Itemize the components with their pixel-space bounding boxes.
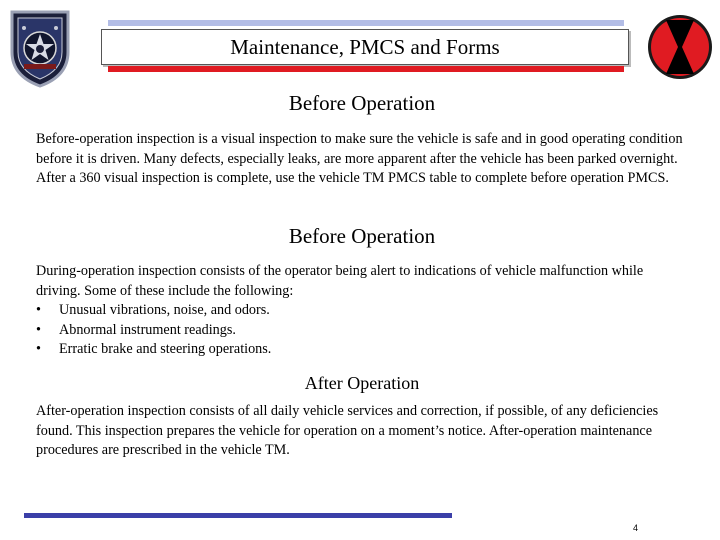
section-body: Before-operation inspection is a visual inspection to make sure the vehicle is safe and in good operating condition before it is driven. Many defects, especially leaks, are more apparent after the vehicle has been parked overnight. After a 360 visual inspection is complete, use the vehicle TM PMCS table to complete before operation PMCS. [36, 131, 683, 186]
military-unit-emblem-icon [4, 6, 76, 90]
list-item-text: Abnormal instrument readings. [59, 321, 236, 338]
list-item: • Erratic brake and steering operations. [36, 341, 272, 357]
page-title [101, 29, 629, 65]
section-body [36, 262, 684, 360]
section-heading: Before Operation [288, 224, 436, 248]
section-heading: After Operation [304, 373, 420, 393]
page-title-text: Maintenance, PMCS and Forms [230, 34, 500, 59]
section-body: After-operation inspection consists of all daily vehicle services and correction, if possible, of any deficiencies found. This inspection prepares the vehicle for operation on a moment’s notice. After-operation maintenance procedures are prescribed in the vehicle TM. [36, 403, 659, 458]
list-item: • Unusual vibrations, noise, and odors. [36, 302, 270, 318]
list-item: • Abnormal instrument readings. [36, 321, 236, 338]
list-item-text: Unusual vibrations, noise, and odors. [59, 302, 270, 318]
page-number: 4 [633, 523, 639, 533]
section-intro-text: During-operation inspection consists of the operator being alert to indications of vehicle malfunction while driving. Some of these include the following: [36, 263, 644, 299]
footer-bar [24, 513, 452, 518]
section-heading: Before Operation [288, 91, 436, 115]
header-red-bar [108, 66, 624, 72]
header-top-bar [108, 20, 624, 26]
list-item-text: Erratic brake and steering operations. [59, 341, 272, 357]
seventh-infantry-hourglass-patch-icon [646, 12, 714, 82]
